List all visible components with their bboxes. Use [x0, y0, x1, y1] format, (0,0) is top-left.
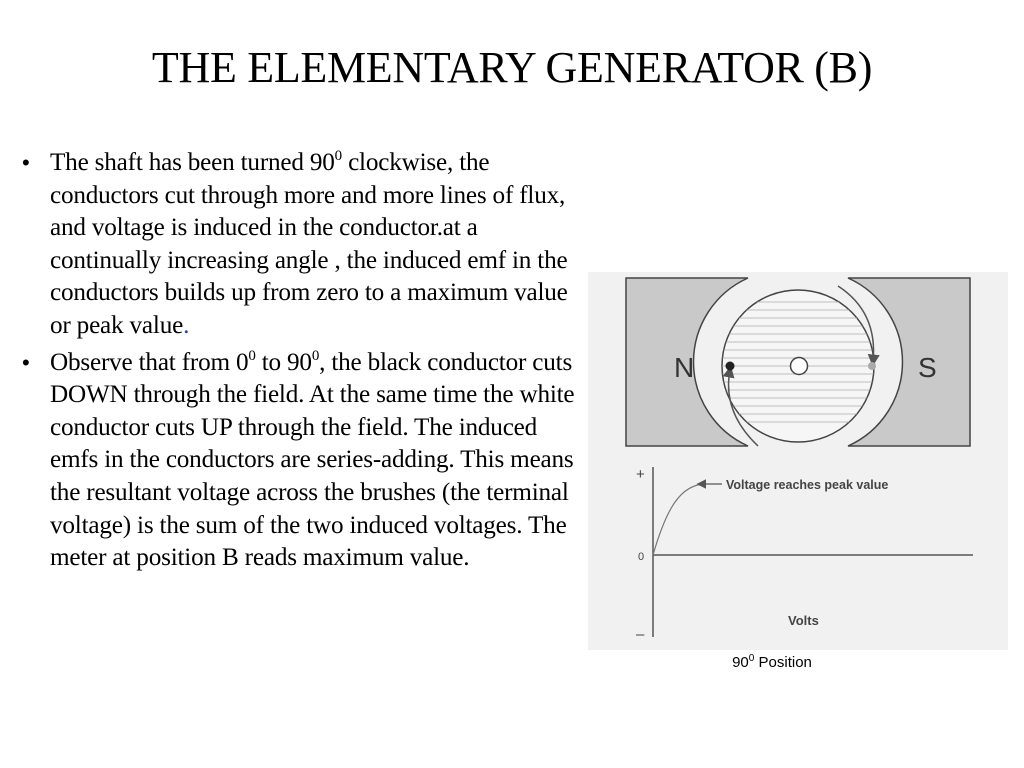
caption-text: 90	[732, 654, 749, 671]
shaft	[791, 358, 808, 375]
plot-plus-label: +	[636, 466, 645, 483]
bullet-marker: •	[22, 150, 30, 175]
bullet-item	[22, 147, 577, 343]
bullet-item	[22, 347, 577, 575]
degree-superscript: 0	[334, 148, 342, 164]
degree-superscript: 0	[311, 347, 320, 364]
white-conductor	[868, 362, 876, 370]
north-pole-label: N	[674, 352, 695, 383]
bullet-text: Observe that from 0	[50, 348, 249, 376]
bullet-text: The shaft has been turned 90	[50, 149, 335, 176]
plot-zero-label: 0	[638, 551, 645, 563]
bullet-text: to 90	[255, 348, 312, 376]
black-conductor	[726, 362, 735, 371]
bullet-end-period: .	[183, 311, 190, 339]
plot-annotation: Voltage reaches peak value	[726, 478, 889, 492]
bullet-marker: •	[22, 349, 30, 375]
bullet-text: , the black conductor cuts DOWN through the field. At the same time the white conductor cuts UP through the field. The induced emfs in the conductors are series-adding. This means the resultant voltage across the brushes (the terminal voltage) is the sum of the two induced voltages. The meter at position B reads maximum value.	[50, 348, 575, 572]
voltage-curve	[653, 484, 706, 555]
caption-superscript: 0	[748, 653, 755, 664]
generator-figure	[588, 272, 1008, 650]
slide-title: THE ELEMENTARY GENERATOR (B)	[151, 43, 873, 92]
bullet-list	[22, 147, 577, 579]
caption-text: Position	[754, 654, 812, 671]
plot-minus-label: –	[636, 626, 645, 643]
bullet-text: clockwise, the conductors cut through more and more lines of flux, and voltage is induced in the conductor.at a continually increasing angle , the induced emf in the conductors builds up from zero to a maximum value or peak value	[50, 149, 568, 339]
south-pole-label: S	[918, 352, 937, 383]
degree-superscript: 0	[248, 347, 256, 364]
plot-y-label: Volts	[788, 613, 819, 628]
figure-caption	[588, 654, 956, 671]
voltage-plot	[636, 466, 973, 643]
generator-diagram	[588, 272, 1008, 650]
